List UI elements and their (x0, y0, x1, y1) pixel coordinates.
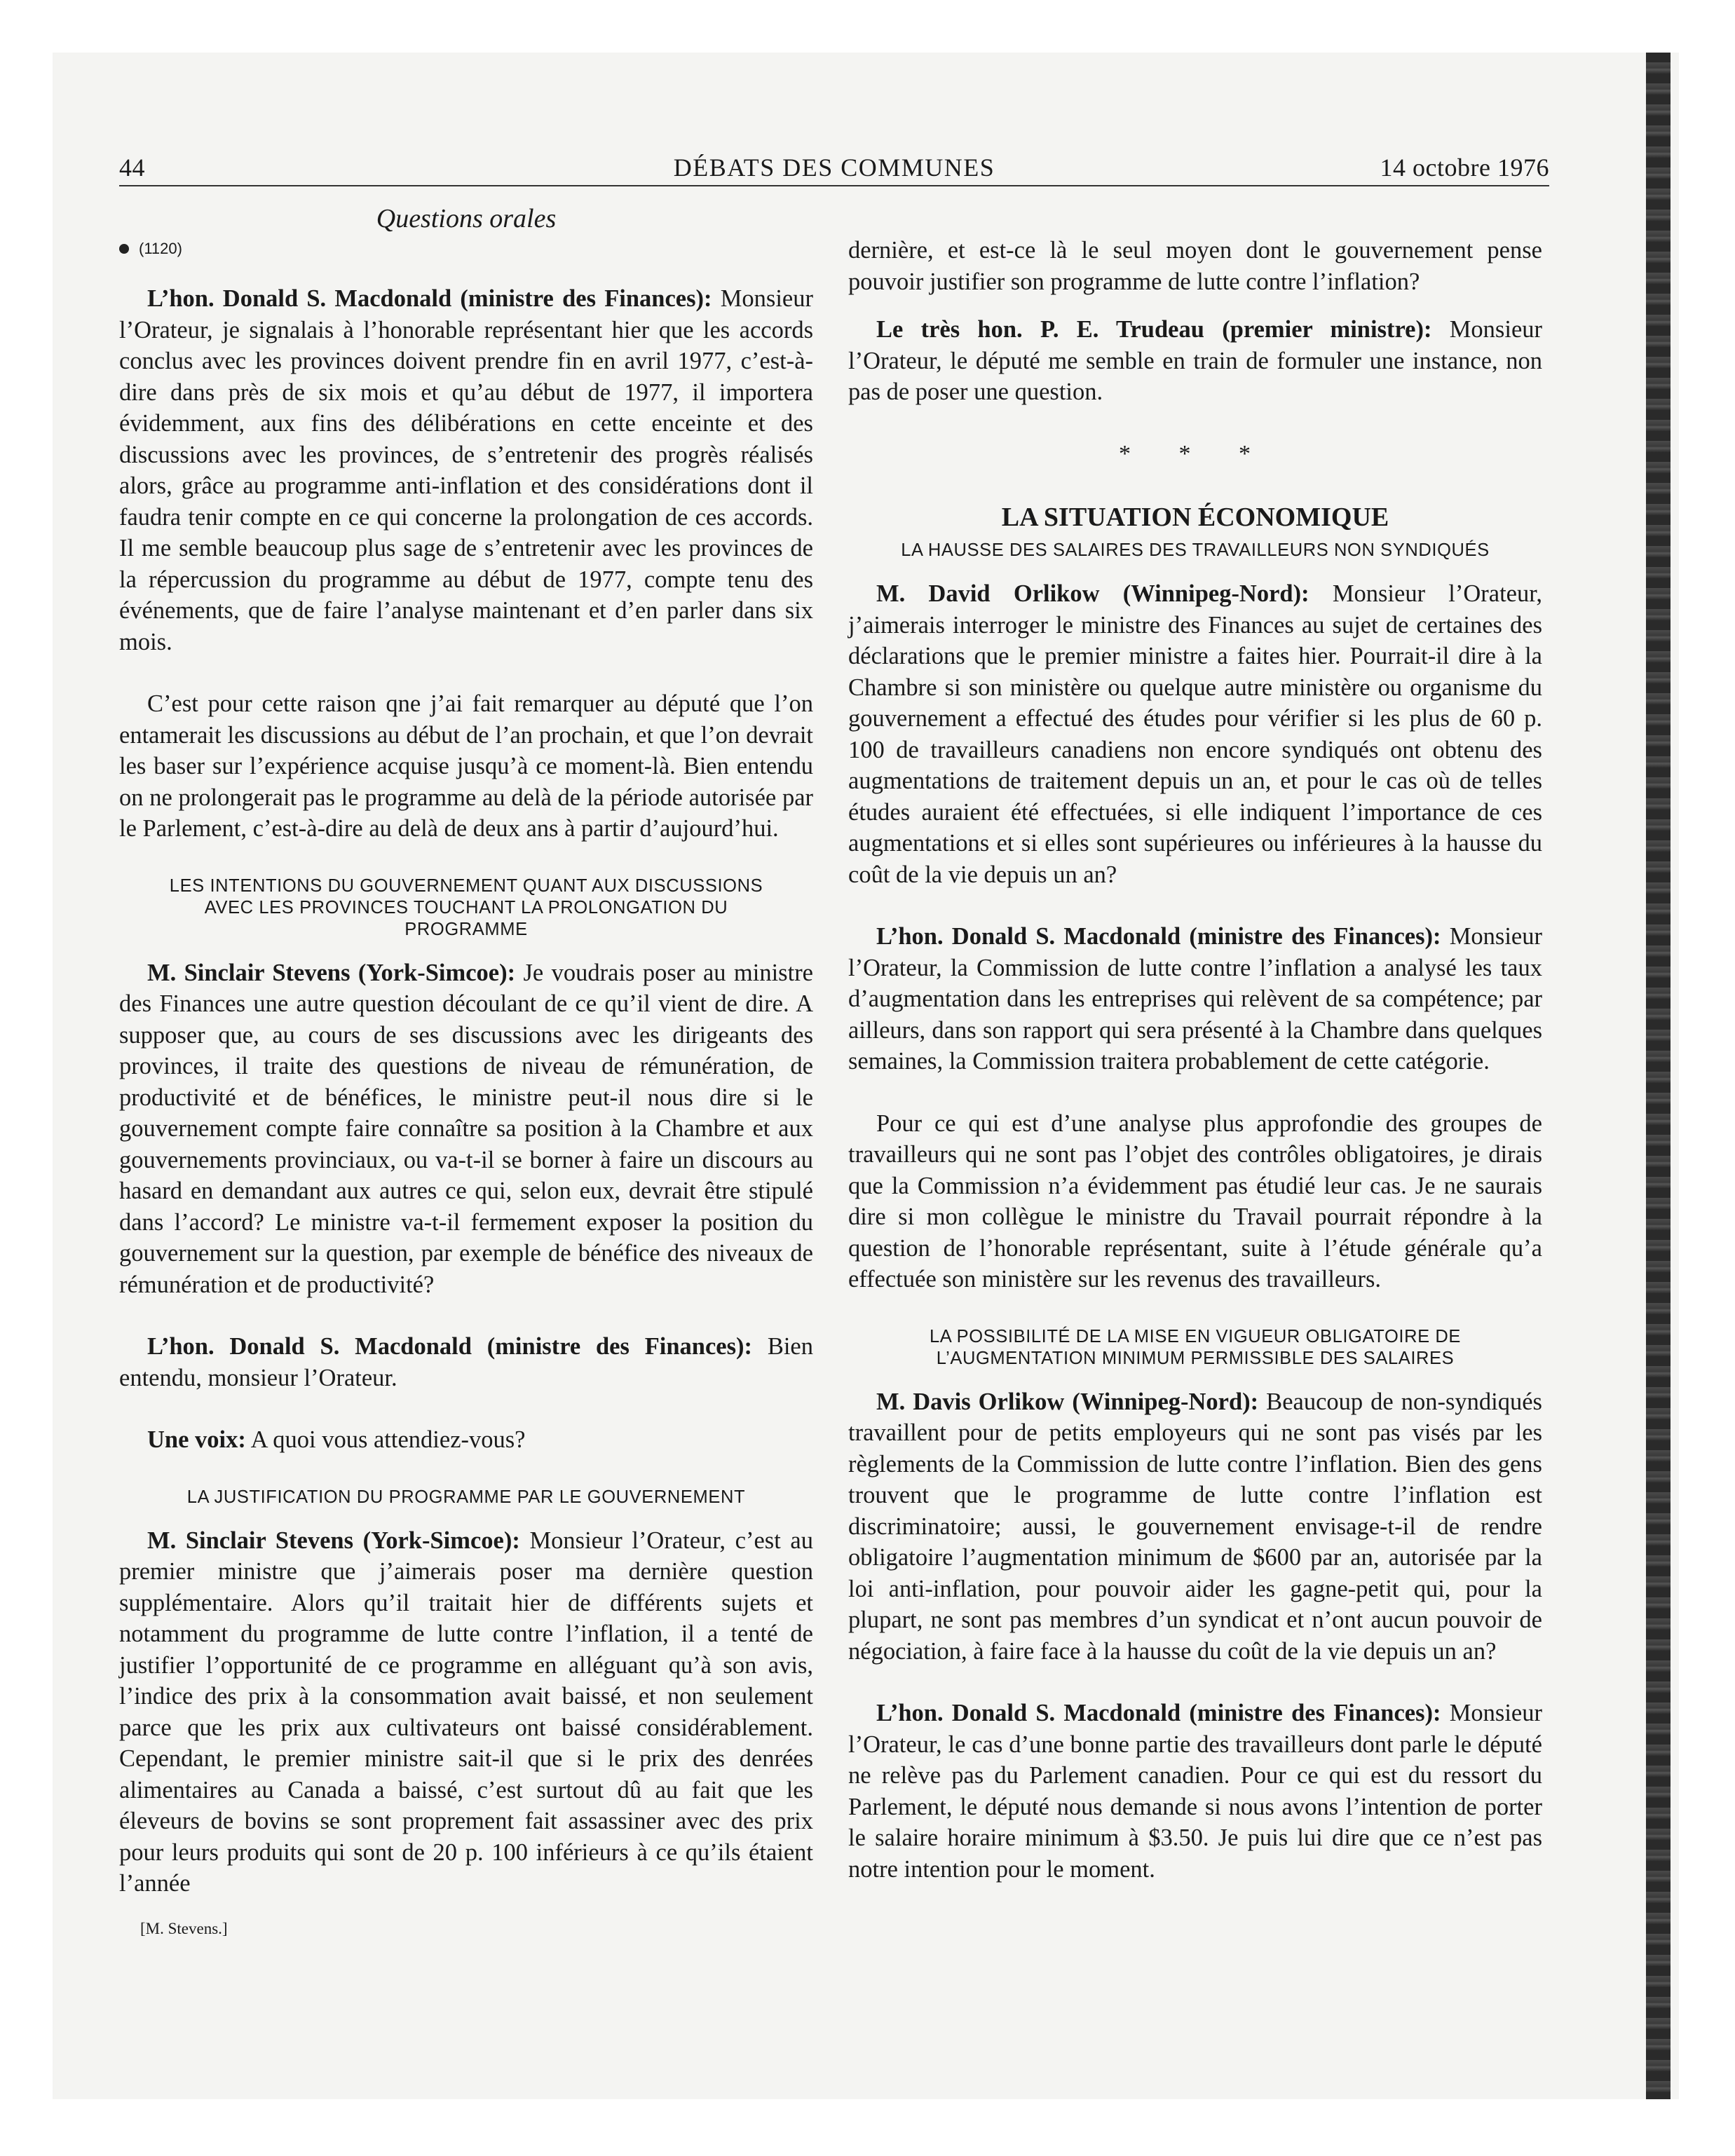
paragraph (119, 283, 813, 657)
issue-date: 14 octobre 1976 (1380, 153, 1549, 182)
paragraph (848, 314, 1542, 408)
running-header (119, 153, 1549, 186)
speaker-attribution: [M. Stevens.] (140, 1919, 228, 1937)
speech-text: A quoi vous attendiez-vous? (245, 1426, 526, 1453)
speaker: Le très hon. P. E. Trudeau (premier ministre): (876, 316, 1432, 343)
speech-text: Monsieur l’Orateur, le cas d’une bonne partie des travailleurs dont parle le député ne relève pas du Parlement canadien. Pour ce qui est du ressort du Parlement, le député nous demande si nous avons l’intention de porter le salaire horaire minimum à $3.50. Je puis lui dire que ce n’est pas notre intention pour le moment. (848, 1700, 1542, 1883)
paragraph: Pour ce qui est d’une analyse plus approfondie des groupes de travailleurs qui ne sont pas l’objet des contrôles obligatoires, je dirais que la Commission n’a évidemment pas étudié leur cas. Je ne saurais dire si mon collègue le ministre du Travail pourrait répondre à la question de l’honorable représentant, suite à l’étude générale qu’a effectuée son ministère sur les revenus des travailleurs. (848, 1110, 1542, 1292)
speaker: M. David Orlikow (Winnipeg-Nord): (876, 580, 1309, 607)
speaker: Une voix: (147, 1426, 246, 1453)
paragraph (848, 1386, 1542, 1667)
speech-text: Je voudrais poser au ministre des Finances une autre question découlant de ce qu’il vient de dire. A supposer que, au cours de ses discussions avec les dirigeants des provinces, il traite des questions de niveau de rémunération, de productivité et de bénéfices, le ministre peut-il nous dire si le gouvernement compte faire connaître sa position à la Chambre et aux gouvernements provinciaux, ou va-t-il se borner à faire un discours au hasard en demandant aux autres ce qui, selon eux, devrait être stipulé dans l’accord? Le ministre va-t-il fermement exposer la position du gouvernement sur la question, par exemple de bénéfice des niveaux de rémunération et de productivité? (119, 959, 813, 1298)
paragraph: dernière, et est-ce là le seul moyen dont le gouvernement pense pouvoir justifier son programme de lutte contre l’inflation? (848, 237, 1542, 295)
paragraph (119, 1424, 813, 1456)
paragraph (119, 1331, 813, 1393)
section-title: Questions orales (376, 204, 557, 233)
speech-text: Monsieur l’Orateur, je signalais à l’honorable représentant hier que les accords conclus avec les provinces doivent prendre fin en avril 1977, c’est-à-dire dans près de six mois et qu’au début de 1977, il importera évidemment, aux fins des délibérations en cette enceinte et des discussions avec les provinces, de s’entretenir des progrès réalisés alors, grâce au programme anti-inflation et des considérations dont il faudra tenir compte en ce qui concerne la prolongation de ces accords. Il me semble beaucoup plus sage de s’entretenir avec les provinces de la répercussion du programme au début de 1977, compte tenu des événements, que de faire l’analyse maintenant et d’en parler dans six mois. (119, 285, 813, 655)
right-column (848, 235, 1542, 1885)
subheading: LA JUSTIFICATION DU PROGRAMME PAR LE GOUVERNEMENT (186, 1487, 746, 1507)
speech-text: Beaucoup de non-syndiqués travaillent pour de petits employeurs qui ne sont pas visés par les règlements de la Commission de lutte contre l’inflation. Bien des gens trouvent que le programme de lutte contre l’inflation est discriminatoire; aussi, le gouvernement envisage-t-il de rendre obligatoire l’augmentation minimum de $600 par an, autorisée par la loi anti-inflation, pour pouvoir aider les gagne-petit qui, pour la plupart, ne sont pas membres d’un syndicat et n’ont aucun pouvoir de négociation, à faire face à la hausse du coût de la vie depuis un an? (848, 1388, 1542, 1665)
bullet-icon (119, 244, 129, 254)
time-marker-text: (1120) (139, 239, 182, 257)
subheading: LES INTENTIONS DU GOUVERNEMENT QUANT AUX DISCUSSIONS AVEC LES PROVINCES TOUCHANT LA PROLONGATION DU PROGRAMME (169, 875, 763, 939)
section-heading: LA SITUATION ÉCONOMIQUE (1001, 503, 1389, 532)
time-marker (119, 231, 813, 266)
speaker: L’hon. Donald S. Macdonald (ministre des Finances): (147, 1333, 753, 1360)
speech-text: Monsieur l’Orateur, j’aimerais interroger le ministre des Finances au sujet de certaines des déclarations que le premier ministre a faites hier. Pourrait-il dire à la Chambre si son ministère ou quelque autre ministère ou organisme du gouvernement a effectué des études pour vérifier si les plus de 60 p. 100 de travailleurs canadiens non encore syndiqués ont obtenu des augmentations de traitement depuis un an, et pour le cas où de telles études auraient été effectuées, si elle indiquent l’importance de ces augmentations et si elles sont supérieures ou inférieures à la hausse du coût de la vie depuis un an? (848, 580, 1542, 888)
speech-text: Bien entendu, monsieur l’Orateur. (119, 1333, 813, 1391)
speech-text: Monsieur l’Orateur, la Commission de lutte contre l’inflation a analysé les taux d’augmentation dans les entreprises qui relèvent de sa compétence; par ailleurs, dans son rapport qui sera présenté à la Chambre dans quelques semaines, la Commission traitera probablement de cette catégorie. (848, 923, 1542, 1074)
paragraph (119, 1525, 813, 1899)
speaker: L’hon. Donald S. Macdonald (ministre des Finances): (876, 1700, 1441, 1726)
speaker: M. Sinclair Stevens (York-Simcoe): (147, 1527, 520, 1554)
subheading: LA HAUSSE DES SALAIRES DES TRAVAILLEURS NON SYNDIQUÉS (901, 540, 1490, 560)
speaker: M. Sinclair Stevens (York-Simcoe): (147, 959, 516, 986)
scan-edge-strip (1646, 53, 1671, 2099)
paragraph (848, 921, 1542, 1077)
paragraph (119, 957, 813, 1301)
paragraph (848, 1698, 1542, 1885)
speech-text: Monsieur l’Orateur, le député me semble en train de formuler une instance, non pas de poser une question. (848, 316, 1542, 405)
subheading: LA POSSIBILITÉ DE LA MISE EN VIGUEUR OBLIGATOIRE DE L’AUGMENTATION MINIMUM PERMISSIBLE DES SALAIRES (929, 1326, 1462, 1368)
speaker: L’hon. Donald S. Macdonald (ministre des Finances): (147, 285, 712, 312)
left-column (119, 231, 813, 1944)
paragraph (848, 578, 1542, 890)
speech-text: Monsieur l’Orateur, c’est au premier ministre que j’aimerais poser ma dernière question supplémentaire. Alors qu’il traitait hier de différents sujets et notamment du programme de lutte contre l’inflation, il a tenté de justifier l’opportunité de ce programme en alléguant qu’à son avis, l’indice des prix à la consommation avait baissé, et non seulement parce que les prix aux cultivateurs ont baissé considérablement. Cependant, le premier ministre sait-il que si le prix des denrées alimentaires au Canada a baissé, c’est surtout dû au fait que les éleveurs de bovins se sont proprement fait assassiner avec des prix pour leurs produits qui sont de 20 p. 100 inférieurs à ce qu’ils étaient l’année (119, 1527, 813, 1897)
speaker: M. Davis Orlikow (Winnipeg-Nord): (876, 1388, 1259, 1415)
paragraph: C’est pour cette raison qne j’ai fait remarquer au député que l’on entamerait les discussions au début de l’an prochain, et que l’on devrait les baser sur l’expérience acquise jusqu’à ce moment-là. Bien entendu on ne prolongerait pas le programme au delà de la période autorisée par le Parlement, c’est-à-dire au delà de deux ans à partir d’aujourd’hui. (119, 690, 813, 842)
speaker: L’hon. Donald S. Macdonald (ministre des Finances): (876, 923, 1441, 950)
journal-title: DÉBATS DES COMMUNES (673, 153, 995, 182)
page-number: 44 (119, 153, 145, 182)
section-separator: * * * (1119, 440, 1272, 467)
